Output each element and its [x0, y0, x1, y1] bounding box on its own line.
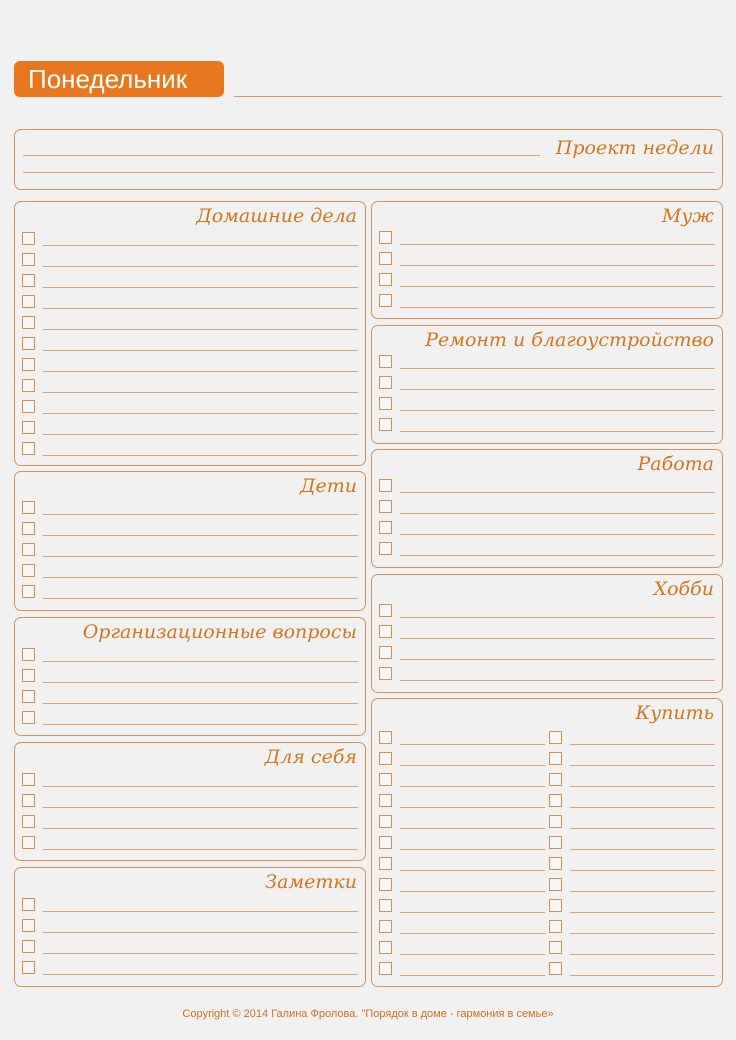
panel-title: Муж	[661, 205, 714, 227]
task-line[interactable]	[400, 786, 545, 787]
task-line[interactable]	[400, 807, 545, 808]
checkbox[interactable]	[379, 815, 392, 828]
task-line[interactable]	[400, 410, 715, 411]
task-line[interactable]	[570, 828, 715, 829]
panel-buy	[371, 698, 723, 987]
checkbox[interactable]	[379, 252, 392, 265]
task-line[interactable]	[43, 392, 358, 393]
checkbox[interactable]	[549, 899, 562, 912]
checkbox[interactable]	[549, 752, 562, 765]
task-line[interactable]	[400, 638, 715, 639]
checkbox[interactable]	[549, 857, 562, 870]
panel-title: Для себя	[264, 746, 357, 768]
task-line[interactable]	[400, 765, 545, 766]
checkbox[interactable]	[379, 376, 392, 389]
task-line[interactable]	[400, 307, 715, 308]
task-line[interactable]	[43, 598, 358, 599]
task-line[interactable]	[43, 911, 358, 912]
task-line[interactable]	[43, 413, 358, 414]
task-line[interactable]	[570, 786, 715, 787]
panel-title: Ремонт и благоустройство	[425, 329, 714, 351]
task-line[interactable]	[43, 266, 358, 267]
checkbox[interactable]	[379, 542, 392, 555]
panel-title: Работа	[637, 453, 714, 475]
panel-title: Домашние дела	[196, 205, 357, 227]
checkbox[interactable]	[22, 522, 35, 535]
project-line[interactable]	[23, 172, 714, 173]
checkbox[interactable]	[22, 421, 35, 434]
checkbox[interactable]	[379, 273, 392, 286]
checkbox[interactable]	[379, 962, 392, 975]
checkbox[interactable]	[549, 878, 562, 891]
checkbox[interactable]	[22, 690, 35, 703]
checkbox[interactable]	[379, 899, 392, 912]
task-line[interactable]	[43, 535, 358, 536]
panel-repair	[371, 325, 723, 444]
task-line[interactable]	[400, 513, 715, 514]
checkbox[interactable]	[379, 836, 392, 849]
checkbox[interactable]	[22, 648, 35, 661]
task-line[interactable]	[570, 975, 715, 976]
task-line[interactable]	[43, 434, 358, 435]
project-line[interactable]	[23, 155, 540, 156]
day-tab: Понедельник	[14, 61, 224, 97]
task-line[interactable]	[400, 912, 545, 913]
task-line[interactable]	[400, 954, 545, 955]
task-line[interactable]	[400, 244, 715, 245]
checkbox[interactable]	[549, 773, 562, 786]
task-line[interactable]	[43, 724, 358, 725]
checkbox[interactable]	[549, 962, 562, 975]
panel-self	[14, 742, 366, 861]
project-title: Проект недели	[555, 137, 714, 159]
task-line[interactable]	[400, 534, 715, 535]
panel-title: Купить	[635, 702, 714, 724]
checkbox[interactable]	[549, 941, 562, 954]
checkbox[interactable]	[22, 253, 35, 266]
task-line[interactable]	[43, 828, 358, 829]
task-line[interactable]	[570, 954, 715, 955]
checkbox[interactable]	[379, 500, 392, 513]
panel-kids	[14, 471, 366, 611]
task-line[interactable]	[400, 389, 715, 390]
checkbox[interactable]	[379, 773, 392, 786]
task-line[interactable]	[400, 617, 715, 618]
checkbox[interactable]	[22, 773, 35, 786]
task-line[interactable]	[43, 514, 358, 515]
checkbox[interactable]	[379, 920, 392, 933]
checkbox[interactable]	[379, 752, 392, 765]
checkbox[interactable]	[22, 564, 35, 577]
task-line[interactable]	[43, 556, 358, 557]
checkbox[interactable]	[549, 794, 562, 807]
task-line[interactable]	[43, 329, 358, 330]
task-line[interactable]	[400, 265, 715, 266]
panel-title: Хобби	[653, 578, 714, 600]
checkbox[interactable]	[22, 442, 35, 455]
checkbox[interactable]	[22, 961, 35, 974]
checkbox[interactable]	[379, 625, 392, 638]
checkbox[interactable]	[379, 479, 392, 492]
checkbox[interactable]	[22, 379, 35, 392]
day-underline	[234, 96, 722, 97]
checkbox[interactable]	[22, 274, 35, 287]
panel-hobby	[371, 574, 723, 693]
checkbox[interactable]	[22, 295, 35, 308]
task-line[interactable]	[400, 659, 715, 660]
panel-work	[371, 449, 723, 568]
checkbox[interactable]	[22, 919, 35, 932]
checkbox[interactable]	[22, 898, 35, 911]
task-line[interactable]	[43, 682, 358, 683]
task-line[interactable]	[400, 849, 545, 850]
checkbox[interactable]	[22, 316, 35, 329]
task-line[interactable]	[400, 744, 545, 745]
checkbox[interactable]	[22, 794, 35, 807]
checkbox[interactable]	[379, 878, 392, 891]
checkbox[interactable]	[22, 669, 35, 682]
checkbox[interactable]	[22, 232, 35, 245]
task-line[interactable]	[400, 368, 715, 369]
checkbox[interactable]	[379, 857, 392, 870]
checkbox[interactable]	[22, 543, 35, 556]
task-line[interactable]	[43, 661, 358, 662]
task-line[interactable]	[570, 891, 715, 892]
checkbox[interactable]	[379, 667, 392, 680]
task-line[interactable]	[570, 849, 715, 850]
checkbox[interactable]	[379, 294, 392, 307]
checkbox[interactable]	[22, 940, 35, 953]
checkbox[interactable]	[22, 815, 35, 828]
checkbox[interactable]	[379, 794, 392, 807]
checkbox[interactable]	[379, 731, 392, 744]
task-line[interactable]	[570, 807, 715, 808]
task-line[interactable]	[400, 555, 715, 556]
copyright-footer: Copyright © 2014 Галина Фролова. "Порядок в доме - гармония в семье»	[182, 1008, 554, 1020]
task-line[interactable]	[400, 286, 715, 287]
checkbox[interactable]	[22, 400, 35, 413]
task-line[interactable]	[400, 680, 715, 681]
checkbox[interactable]	[379, 355, 392, 368]
task-line[interactable]	[43, 455, 358, 456]
checkbox[interactable]	[379, 418, 392, 431]
checkbox[interactable]	[22, 501, 35, 514]
task-line[interactable]	[43, 577, 358, 578]
task-line[interactable]	[43, 287, 358, 288]
task-line[interactable]	[400, 975, 545, 976]
task-line[interactable]	[570, 912, 715, 913]
task-line[interactable]	[43, 974, 358, 975]
task-line[interactable]	[43, 308, 358, 309]
checkbox[interactable]	[379, 604, 392, 617]
panel-org	[14, 617, 366, 736]
task-line[interactable]	[400, 891, 545, 892]
checkbox[interactable]	[549, 731, 562, 744]
task-line[interactable]	[43, 786, 358, 787]
task-line[interactable]	[570, 933, 715, 934]
task-line[interactable]	[400, 492, 715, 493]
checkbox[interactable]	[22, 711, 35, 724]
checkbox[interactable]	[549, 815, 562, 828]
task-line[interactable]	[43, 953, 358, 954]
checkbox[interactable]	[379, 941, 392, 954]
task-line[interactable]	[43, 703, 358, 704]
task-line[interactable]	[43, 849, 358, 850]
task-line[interactable]	[43, 350, 358, 351]
checkbox[interactable]	[549, 836, 562, 849]
checkbox[interactable]	[22, 585, 35, 598]
panel-home	[14, 201, 366, 466]
checkbox[interactable]	[379, 646, 392, 659]
task-line[interactable]	[570, 870, 715, 871]
panel-title: Организационные вопросы	[82, 621, 357, 643]
task-line[interactable]	[400, 431, 715, 432]
panel-title: Заметки	[265, 871, 357, 893]
checkbox[interactable]	[379, 397, 392, 410]
checkbox[interactable]	[22, 337, 35, 350]
task-line[interactable]	[43, 807, 358, 808]
panel-title: Дети	[300, 475, 357, 497]
task-line[interactable]	[43, 245, 358, 246]
checkbox[interactable]	[22, 358, 35, 371]
checkbox[interactable]	[379, 231, 392, 244]
project-of-week-panel	[14, 129, 723, 190]
task-line[interactable]	[43, 371, 358, 372]
panel-husband	[371, 201, 723, 319]
task-line[interactable]	[400, 870, 545, 871]
task-line[interactable]	[570, 765, 715, 766]
panel-notes	[14, 867, 366, 987]
checkbox[interactable]	[379, 521, 392, 534]
checkbox[interactable]	[549, 920, 562, 933]
task-line[interactable]	[400, 828, 545, 829]
task-line[interactable]	[400, 933, 545, 934]
checkbox[interactable]	[22, 836, 35, 849]
task-line[interactable]	[570, 744, 715, 745]
task-line[interactable]	[43, 932, 358, 933]
